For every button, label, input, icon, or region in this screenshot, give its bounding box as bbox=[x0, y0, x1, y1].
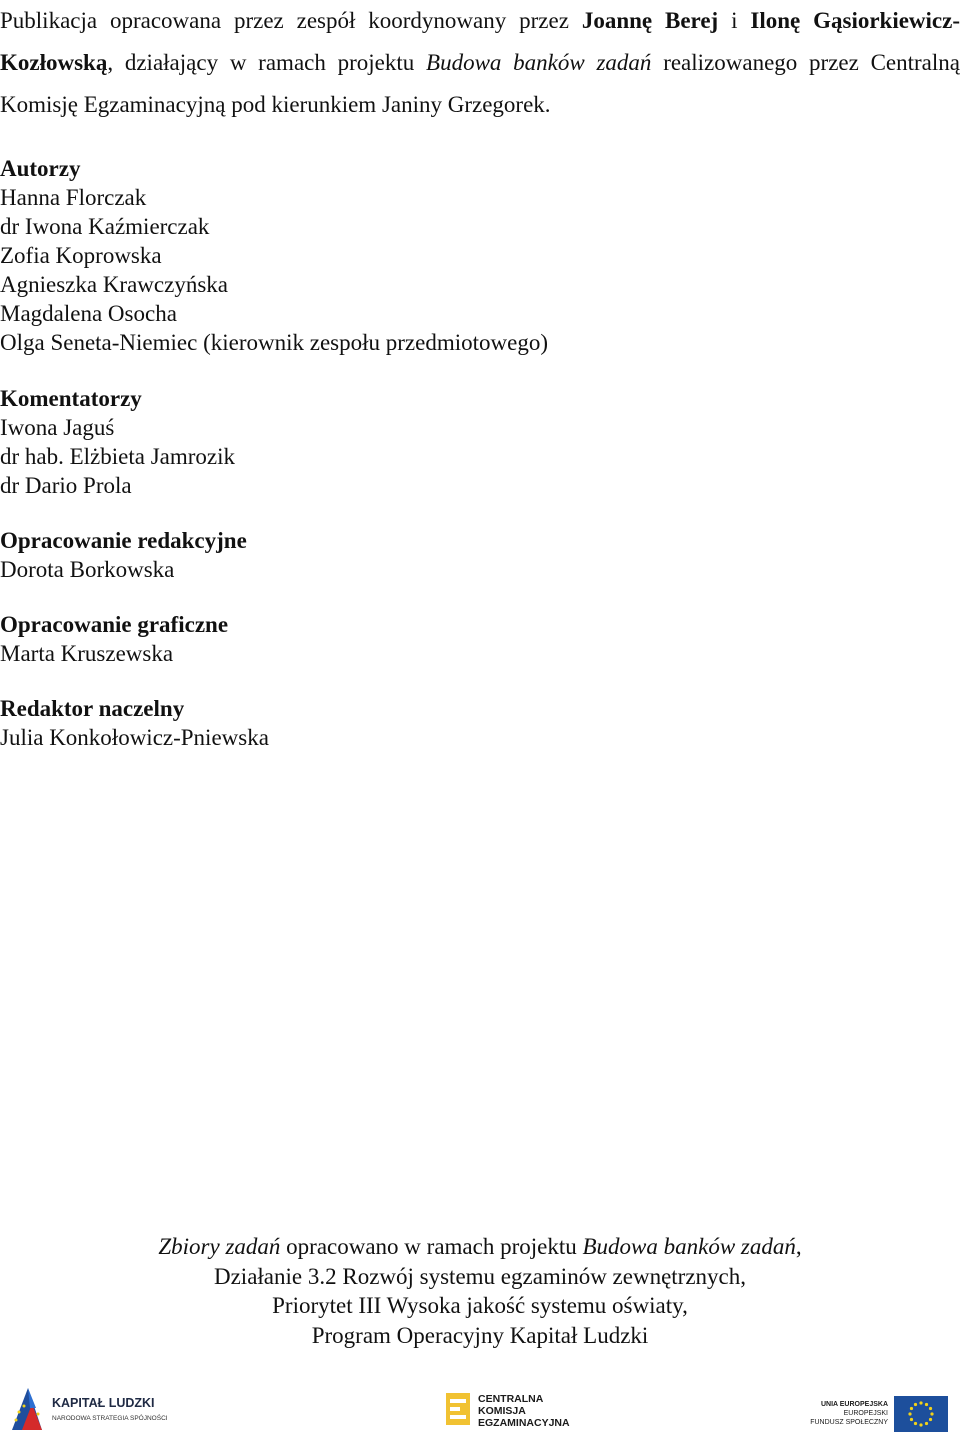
person-name: Olga Seneta-Niemiec (kierownik zespołu przedmiotowego) bbox=[0, 330, 548, 355]
eu-star bbox=[929, 1407, 932, 1410]
person-name: dr Iwona Kaźmierczak bbox=[0, 214, 210, 239]
eu-star bbox=[919, 1423, 922, 1426]
intro-text: Publikacja opracowana przez zespół koordynowany przez bbox=[0, 8, 582, 33]
section-komentatorzy bbox=[0, 384, 960, 500]
eu-star bbox=[919, 1401, 922, 1404]
funding-line-2: Działanie 3.2 Rozwój systemu egzaminów zewnętrznych, bbox=[213, 1263, 747, 1289]
intro-text: i bbox=[718, 8, 751, 33]
section-heading: Redaktor naczelny bbox=[0, 696, 185, 721]
section-heading: Opracowanie graficzne bbox=[0, 612, 229, 637]
eu-line-1: UNIA EUROPEJSKA bbox=[820, 1401, 888, 1408]
eu-flag-icon bbox=[894, 1396, 948, 1432]
cke-line-2: KOMISJA bbox=[478, 1405, 526, 1417]
intro-paragraph bbox=[0, 0, 960, 126]
coordinator-name-2: Ilonę Gąsiorkiewicz-Kozłowską bbox=[0, 8, 960, 75]
person-name: dr hab. Elżbieta Jamrozik bbox=[0, 444, 236, 469]
person-name: Hanna Florczak bbox=[0, 185, 147, 210]
section-autorzy bbox=[0, 154, 960, 357]
eu-star bbox=[910, 1407, 913, 1410]
eu-logo bbox=[810, 1384, 955, 1438]
section-heading: Komentatorzy bbox=[0, 386, 142, 411]
kapital-ludzki-subtitle: NARODOWA STRATEGIA SPÓJNOŚCI bbox=[52, 1415, 168, 1422]
person-name: Zofia Koprowska bbox=[0, 243, 162, 268]
eu-star bbox=[930, 1412, 933, 1415]
cke-line-1: CENTRALNA bbox=[478, 1393, 544, 1405]
cke-logo bbox=[446, 1384, 586, 1438]
eu-star bbox=[925, 1403, 928, 1406]
cke-emblem-icon bbox=[446, 1393, 472, 1427]
intro-text: realizowanego przez Centralną Komisję Egzaminacyjną pod kierunkiem Janiny Grzegorek. bbox=[0, 50, 960, 117]
person-name: Julia Konkołowicz-Pniewska bbox=[0, 725, 269, 750]
cke-line-3: EGZAMINACYJNA bbox=[478, 1417, 570, 1429]
kapital-ludzki-title: KAPITAŁ LUDZKI bbox=[52, 1396, 155, 1410]
section-redaktor-naczelny bbox=[0, 694, 960, 752]
person-name: Iwona Jaguś bbox=[0, 415, 115, 440]
person-name: Agnieszka Krawczyńska bbox=[0, 272, 228, 297]
intro-text: , działający w ramach projektu bbox=[107, 50, 427, 75]
eu-star bbox=[908, 1412, 911, 1415]
eu-line-3: FUNDUSZ SPOŁECZNY bbox=[810, 1419, 888, 1426]
section-opracowanie-redakcyjne bbox=[0, 526, 960, 584]
eu-star bbox=[929, 1418, 932, 1421]
funding-line-1: Zbiory zadań opracowano w ramach projektu Budowa banków zadań, bbox=[158, 1234, 802, 1259]
eu-star bbox=[910, 1418, 913, 1421]
eu-star bbox=[925, 1422, 928, 1425]
section-heading: Opracowanie redakcyjne bbox=[0, 528, 247, 553]
section-opracowanie-graficzne bbox=[0, 610, 960, 668]
funding-note bbox=[0, 1232, 960, 1350]
coordinator-name-1: Joannę Berej bbox=[581, 8, 719, 33]
funding-line-4: Program Operacyjny Kapitał Ludzki bbox=[311, 1322, 649, 1348]
person-name: Magdalena Osocha bbox=[0, 301, 177, 326]
kapital-ludzki-logo bbox=[8, 1384, 178, 1438]
person-name: Dorota Borkowska bbox=[0, 557, 175, 582]
project-name: Budowa banków zadań bbox=[426, 50, 652, 75]
eu-star bbox=[914, 1422, 917, 1425]
eu-line-2: EUROPEJSKI bbox=[843, 1410, 888, 1417]
person-name: Marta Kruszewska bbox=[0, 641, 174, 666]
section-heading: Autorzy bbox=[0, 156, 81, 181]
person-name: dr Dario Prola bbox=[0, 473, 132, 498]
funding-line-3: Priorytet III Wysoka jakość systemu oświaty, bbox=[272, 1293, 688, 1318]
kapital-ludzki-emblem-icon bbox=[8, 1384, 178, 1438]
eu-star bbox=[914, 1403, 917, 1406]
